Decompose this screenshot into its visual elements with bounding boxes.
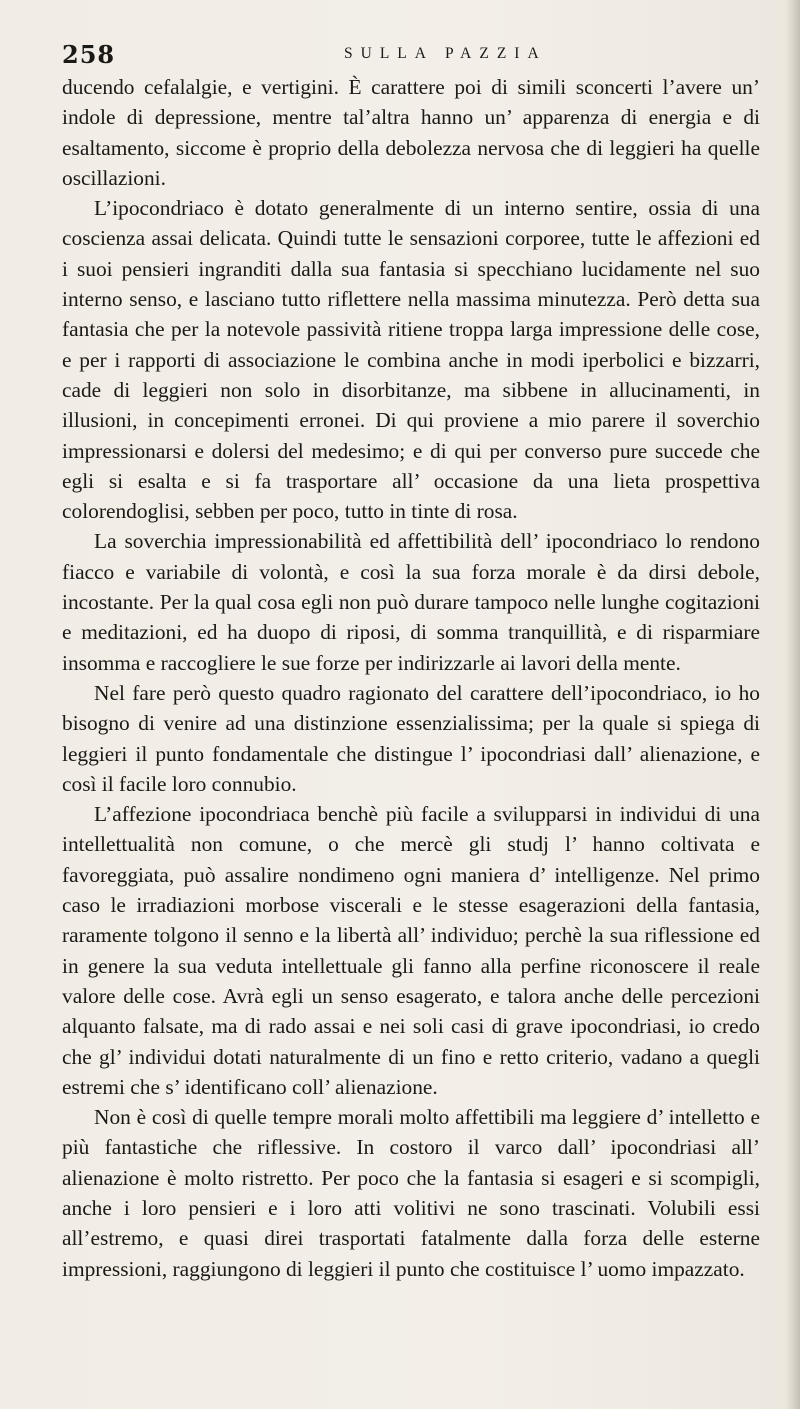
paragraph-impressionabilita: La soverchia impressionabilità ed affettibilità dell’ ipocondriaco lo rendono fiacco e variabile di volontà, e così la sua forza morale è da dirsi debole, incostante. Per la qual cosa egli non può durare tampoco nelle lunghe cogitazioni e meditazioni, ed ha duopo di riposi, di somma tranquillità, e di risparmiare insomma e raccogliere le sue forze per indirizzarle ai lavori della mente. xyxy=(62,529,760,675)
running-head: SULLA PAZZIA xyxy=(344,45,547,62)
page-header xyxy=(62,40,752,74)
page-edge-shadow xyxy=(786,0,800,1409)
paragraph-ipocondriaco-coscienza: L’ipocondriaco è dotato generalmente di un interno sentire, ossia di una coscienza assai delicata. Quindi tutte le sensazioni corporee, tutte le affezioni ed i suoi pensieri ingranditi dalla sua fantasia si specchiano lucidamente nel suo interno senso, e lasciano tutto riflettere nella massima minutezza. Però detta sua fantasia che per la notevole passività ritiene troppa larga impressione delle cose, e per i rapporti di associazione le combina anche in modi iperbolici e bizzarri, cade di leggieri non solo in disorbitanze, ma sibbene in allucinamenti, in illusioni, in concepimenti erronei. Di qui proviene a mio parere il soverchio impressionarsi e dolersi del medesimo; e di qui per converso pure succede che egli si esalta e si fa trasportare all’ occasione da una lieta prospettiva colorendoglisi, sebben per poco, tutto in tinte di rosa. xyxy=(62,196,760,524)
paragraph-continuation: ducendo cefalalgie, e vertigini. È carattere poi di simili sconcerti l’avere un’ indole di depressione, mentre tal’altra hanno un’ apparenza di energia e di esaltamento, siccome è proprio della debolezza nervosa che di leggieri ha quelle oscillazioni. xyxy=(62,75,760,190)
paragraph-distinzione: Nel fare però questo quadro ragionato del carattere dell’ipocondriaco, io ho bisogno di venire ad una distinzione essenzialissima; per la quale si spiega di leggieri il punto fondamentale che distingue l’ ipocondriasi dall’ alienazione, e così il facile loro connubio. xyxy=(62,680,760,796)
body-text xyxy=(62,72,760,1284)
paragraph-affezione-ipocondriaca: L’affezione ipocondriaca benchè più facile a svilupparsi in individui di una intellettualità non comune, o che mercè gli studj l’ hanno coltivata e favoreggiata, può assalire nondimeno ogni maniera d’ intelligenze. Nel primo caso le irradiazioni morbose viscerali e le stesse esagerazioni della fantasia, raramente tolgono il senno e la libertà all’ individuo; perchè la sua riflessione ed in genere la sua veduta intellettuale gli fanno alla perfine riconoscere il reale valore delle cose. Avrà egli un senso esagerato, e talora anche delle percezioni alquanto falsate, ma di rado assai e nei soli casi di grave ipocondriasi, io credo che gl’ individui dotati naturalmente di un fino e retto criterio, vadano a quegli estremi che s’ identificano coll’ alienazione. xyxy=(62,802,760,1099)
paragraph-tempre-morali: Non è così di quelle tempre morali molto affettibili ma leggiere d’ intelletto e più fantastiche che riflessive. In costoro il varco dall’ ipocondriasi all’ alienazione è molto ristretto. Per poco che la fantasia si esageri e si scompigli, anche i loro pensieri e i loro atti volitivi ne sono trascinati. Volubili essi all’estremo, e quasi direi trasportati fatalmente dalla forza delle esterne impressioni, raggiungono di leggieri il punto che costituisce l’ uomo impazzato. xyxy=(62,1105,760,1281)
page-number: 258 xyxy=(62,40,116,69)
